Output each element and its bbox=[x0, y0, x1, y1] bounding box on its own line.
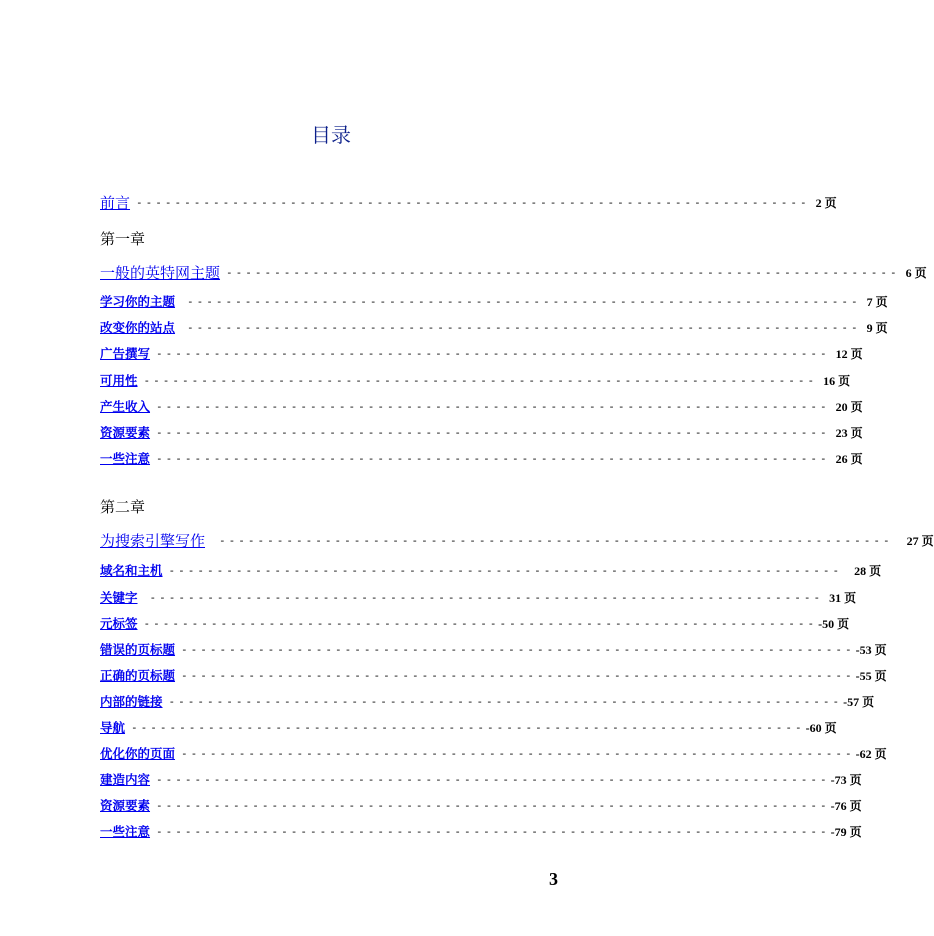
toc-entry-label[interactable]: 正确的页标题 bbox=[100, 668, 176, 683]
toc-entry[interactable] bbox=[100, 317, 888, 337]
toc-entry-page: 9 页 bbox=[866, 320, 888, 335]
toc-entry[interactable] bbox=[100, 795, 862, 815]
toc-entry-page: 31 页 bbox=[829, 590, 857, 605]
toc-entry-page: 6 页 bbox=[905, 265, 927, 280]
toc-entry-label[interactable]: 产生收入 bbox=[100, 399, 151, 414]
toc-entry-label[interactable]: 广告撰写 bbox=[100, 346, 151, 361]
toc-entry-label[interactable]: 前言 bbox=[100, 193, 131, 212]
toc-entry-page: -76 页 bbox=[830, 798, 862, 813]
toc-entry-label[interactable]: 一些注意 bbox=[100, 824, 151, 839]
toc-entry[interactable] bbox=[100, 343, 863, 363]
toc-entry-page: -57 页 bbox=[843, 694, 875, 709]
toc-entry[interactable] bbox=[100, 743, 887, 763]
toc-leader: ---------------------------------------------------------------------- bbox=[156, 772, 830, 786]
toc-entry-label[interactable]: 元标签 bbox=[100, 616, 138, 631]
toc-leader: ---------------------------------------------------------------------- bbox=[156, 399, 830, 413]
toc-leader: ---------------------------------------------------------------------- bbox=[168, 694, 843, 708]
toc-entry[interactable] bbox=[100, 560, 882, 580]
toc-entry-page: 28 页 bbox=[854, 563, 882, 578]
toc-entry[interactable] bbox=[100, 717, 837, 737]
chapter-heading: 第二章 bbox=[100, 498, 146, 516]
toc-entry-label[interactable]: 内部的链接 bbox=[100, 694, 163, 709]
toc-entry[interactable] bbox=[100, 396, 863, 416]
toc-leader: ---------------------------------------------------------------------- bbox=[156, 346, 830, 360]
toc-entry[interactable] bbox=[100, 613, 850, 633]
toc-entry-label[interactable]: 可用性 bbox=[100, 373, 138, 388]
toc-leader: ---------------------------------------------------------------------- bbox=[219, 533, 893, 547]
toc-leader: ---------------------------------------------------------------------- bbox=[181, 746, 855, 760]
toc-leader: ---------------------------------------------------------------------- bbox=[131, 720, 805, 734]
toc-entry-label[interactable]: 关键字 bbox=[100, 590, 138, 605]
toc-entry-label[interactable]: 域名和主机 bbox=[100, 563, 163, 578]
toc-entry-page: 16 页 bbox=[823, 373, 851, 388]
toc-leader: ---------------------------------------------------------------------- bbox=[187, 320, 861, 334]
chapter-heading: 第一章 bbox=[100, 230, 146, 248]
toc-entry[interactable] bbox=[100, 769, 862, 789]
toc-leader: ---------------------------------------------------------------------- bbox=[143, 373, 818, 387]
toc-entry-page: 12 页 bbox=[835, 346, 863, 361]
toc-entry-page: 2 页 bbox=[815, 195, 837, 210]
toc-entry-page: 27 页 bbox=[906, 533, 934, 548]
toc-leader: ---------------------------------------------------------------------- bbox=[181, 668, 855, 682]
toc-entry-page: -79 页 bbox=[830, 824, 862, 839]
toc-entry[interactable] bbox=[100, 821, 862, 841]
toc-leader: ---------------------------------------------------------------------- bbox=[143, 616, 818, 630]
toc-entry-preface[interactable] bbox=[100, 192, 837, 212]
toc-entry-chapter-main[interactable] bbox=[100, 262, 927, 282]
toc-entry-page: 23 页 bbox=[835, 425, 863, 440]
toc-leader: ---------------------------------------------------------------------- bbox=[187, 294, 861, 308]
toc-entry[interactable] bbox=[100, 691, 875, 711]
toc-entry[interactable] bbox=[100, 291, 888, 311]
toc-entry-label[interactable]: 资源要素 bbox=[100, 425, 151, 440]
toc-leader: ---------------------------------------------------------------------- bbox=[156, 798, 830, 812]
toc-leader: ---------------------------------------------------------------------- bbox=[226, 265, 900, 279]
toc-entry-page: -62 页 bbox=[855, 746, 887, 761]
toc-entry[interactable] bbox=[100, 587, 857, 607]
toc-entry-page: -73 页 bbox=[830, 772, 862, 787]
toc-entry-page: -53 页 bbox=[855, 642, 887, 657]
toc-entry[interactable] bbox=[100, 422, 863, 442]
toc-entry-label[interactable]: 为搜索引擎写作 bbox=[100, 531, 206, 550]
toc-entry-label[interactable]: 一些注意 bbox=[100, 451, 151, 466]
toc-entry[interactable] bbox=[100, 370, 851, 390]
toc-entry-page: 20 页 bbox=[835, 399, 863, 414]
toc-entry-chapter-main[interactable] bbox=[100, 530, 934, 550]
toc-entry-label[interactable]: 改变你的站点 bbox=[100, 320, 176, 335]
toc-entry-page: -55 页 bbox=[855, 668, 887, 683]
toc-entry-page: -60 页 bbox=[805, 720, 837, 735]
toc-entry-label[interactable]: 资源要素 bbox=[100, 798, 151, 813]
toc-entry-label[interactable]: 错误的页标题 bbox=[100, 642, 176, 657]
toc-entry[interactable] bbox=[100, 665, 887, 685]
toc-entry-page: 7 页 bbox=[866, 294, 888, 309]
toc-entry[interactable] bbox=[100, 639, 887, 659]
toc-entry-page: 26 页 bbox=[835, 451, 863, 466]
toc-leader: ---------------------------------------------------------------------- bbox=[156, 824, 830, 838]
toc-entry-page: -50 页 bbox=[818, 616, 850, 631]
toc-leader: ---------------------------------------------------------------------- bbox=[156, 451, 830, 465]
toc-entry-label[interactable]: 一般的英特网主题 bbox=[100, 263, 221, 282]
toc-entry[interactable] bbox=[100, 448, 863, 468]
page-number: 3 bbox=[549, 869, 558, 889]
toc-leader: ---------------------------------------------------------------------- bbox=[181, 642, 855, 656]
page-title: 目录 bbox=[311, 123, 351, 147]
toc-entry-label[interactable]: 学习你的主题 bbox=[100, 294, 176, 309]
toc-entry-label[interactable]: 优化你的页面 bbox=[100, 746, 176, 761]
toc-leader: ---------------------------------------------------------------------- bbox=[149, 590, 824, 604]
toc-entry-label[interactable]: 导航 bbox=[100, 720, 126, 735]
toc-leader: ---------------------------------------------------------------------- bbox=[168, 563, 843, 577]
toc-entry-label[interactable]: 建造内容 bbox=[100, 772, 151, 787]
toc-leader: ---------------------------------------------------------------------- bbox=[136, 195, 810, 209]
toc-leader: ---------------------------------------------------------------------- bbox=[156, 425, 830, 439]
